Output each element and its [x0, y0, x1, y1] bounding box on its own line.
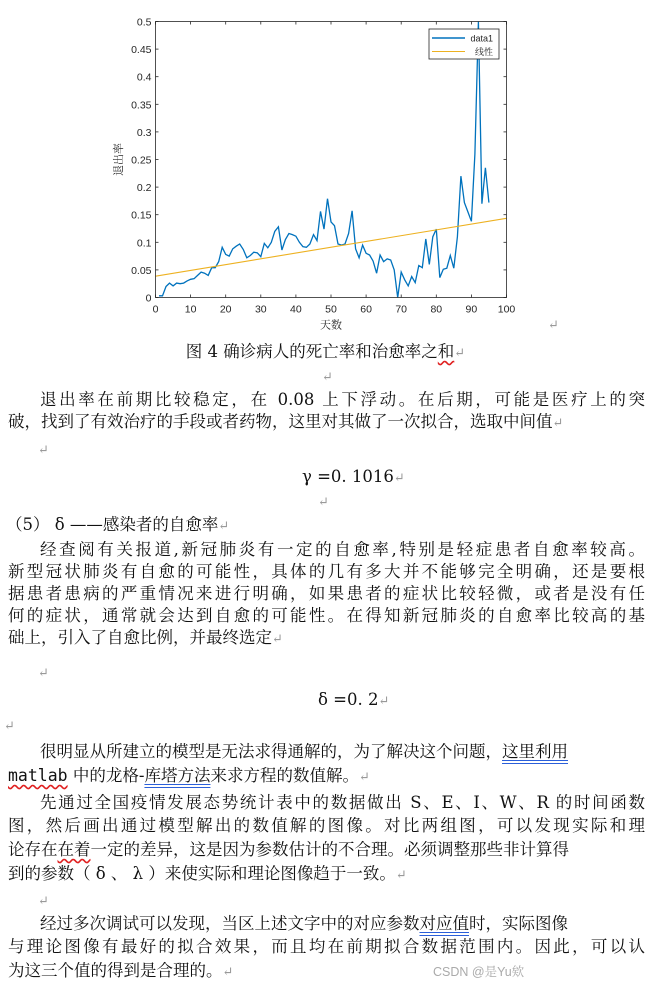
paragraph-mark: ↵: [454, 346, 466, 361]
caption-text: 图 4 确诊病人的死亡率和治愈率之: [185, 342, 438, 361]
spelling-underline: matlab: [8, 766, 68, 785]
delta-equation: δ =0. 2↵: [318, 690, 390, 709]
x-tick-label: 50: [325, 303, 337, 316]
para1-line: 破，找到了有效治疗的手段或者药物，这里对其做了一次拟合，选取中间值↵: [8, 412, 564, 431]
plot-frame: [156, 22, 507, 298]
legend-label: data1: [470, 33, 493, 44]
para5-line: 与理论图像有最好的拟合效果，而且均在前期拟合数据范围内。因此，可以认: [8, 937, 645, 956]
y-tick-label: 0.2: [136, 182, 152, 195]
y-tick-label: 0.4: [136, 71, 152, 84]
x-tick-label: 40: [290, 303, 302, 316]
paragraph-mark: ↵: [38, 443, 49, 458]
y-tick-label: 0.15: [131, 209, 152, 222]
x-tick-label: 70: [395, 303, 408, 316]
y-axis-label: 退出率: [113, 143, 125, 176]
paragraph-mark: ↵: [548, 318, 559, 333]
para3-line: 很明显从所建立的模型是无法求得通解的，为了解决这个问题，这里利用: [40, 742, 568, 761]
x-tick-label: 0: [152, 303, 159, 316]
exit-rate-chart: [0, 0, 651, 340]
para2-line: 经查阅有关报道,新冠肺炎有一定的自愈率,特别是轻症患者自愈率较高。: [40, 540, 645, 559]
paragraph-mark: ↵: [38, 894, 49, 909]
y-tick-label: 0.25: [131, 154, 152, 167]
caption-misspelled: 和: [437, 342, 455, 361]
grammar-underline: 对应值: [419, 914, 469, 933]
paragraph-mark: ↵: [38, 666, 49, 681]
para5-line: 经过多次调试可以发现，当区上述文字中的对应参数对应值时，实际图像: [40, 914, 568, 933]
para2-line: 何的症状，通常就会达到自愈的可能性。在得知新冠肺炎的自愈率比较高的基: [8, 606, 645, 625]
paragraph-mark: ↵: [318, 495, 329, 510]
x-tick-label: 20: [219, 303, 232, 316]
legend-label: 线性: [474, 47, 493, 57]
para2-line: 础上，引入了自愈比例，并最终选定↵: [8, 628, 283, 647]
x-axis-label: 天数: [320, 319, 342, 332]
x-tick-label: 10: [184, 303, 197, 316]
para1-line: 退出率在前期比较稳定，在 0.08 上下浮动。在后期，可能是医疗上的突: [40, 390, 645, 409]
watermark: CSDN @是Yu欸: [433, 965, 525, 979]
x-tick-label: 30: [254, 303, 267, 316]
series-line-data1: [159, 22, 489, 298]
para5-line: 为这三个值的得到是合理的。↵: [8, 961, 234, 980]
y-tick-label: 0.45: [131, 44, 152, 57]
para3-line: matlab 中的龙格-库塔方法来求方程的数值解。↵: [8, 766, 370, 785]
y-tick-label: 0: [145, 292, 152, 305]
para4-line: 到的参数（ δ 、 λ ）来使实际和理论图像趋于一致。↵: [8, 864, 407, 883]
section-heading: （5） δ ——感染者的自愈率↵: [6, 515, 230, 534]
para2-line: 据患者患病的严重情况来进行明确，如果患者的症状比较轻微，或者是没有任: [8, 584, 645, 603]
gamma-equation: γ =0. 1016↵: [302, 467, 405, 486]
y-tick-label: 0.35: [131, 99, 152, 112]
paragraph-mark: ↵: [322, 370, 333, 385]
x-tick-label: 100: [497, 303, 516, 316]
para2-line: 新型冠状肺炎有自愈的可能性，具体的几有多大并不能够完全明确，还是要根: [8, 562, 645, 581]
y-tick-label: 0.05: [131, 264, 152, 277]
para4-line: 图，然后画出通过模型解出的数值解的图像。对比两组图，可以发现实际和理: [8, 816, 645, 835]
y-tick-label: 0.1: [136, 237, 152, 250]
figure-caption: [0, 341, 651, 363]
y-tick-label: 0.3: [136, 126, 152, 139]
spelling-underline: 在着: [57, 840, 91, 859]
grammar-underline: 这里利用: [502, 742, 568, 761]
para4-line: 论存在在着一定的差异，这是因为参数估计的不合理。必须调整那些非计算得: [8, 840, 569, 859]
x-tick-label: 60: [360, 303, 372, 316]
x-tick-label: 80: [430, 303, 443, 316]
paragraph-mark: ↵: [4, 719, 15, 734]
para4-line: 先通过全国疫情发展态势统计表中的数据做出 S、E、I、W、R 的时间函数: [40, 793, 645, 812]
y-tick-label: 0.5: [136, 16, 152, 29]
x-tick-label: 90: [465, 303, 478, 316]
grammar-underline: 库塔方法: [144, 766, 211, 785]
